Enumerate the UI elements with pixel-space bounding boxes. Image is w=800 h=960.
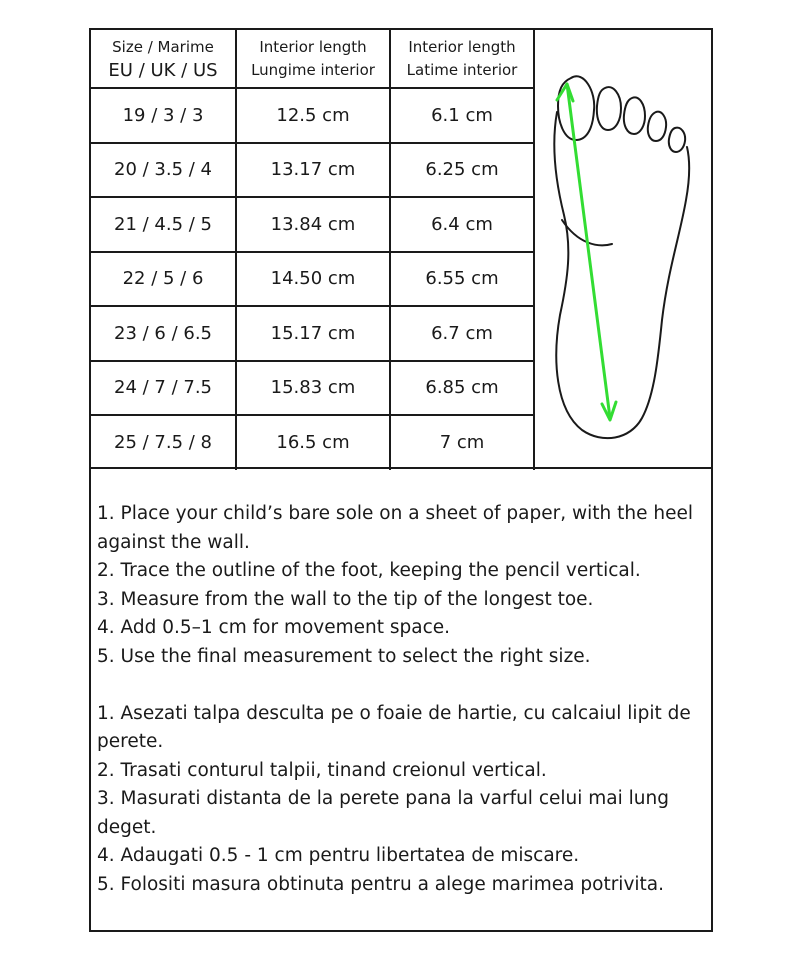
table-row — [91, 143, 534, 198]
cell-size: 24 / 7 / 7.5 — [91, 361, 236, 416]
size-chart — [89, 28, 713, 932]
instruction-ro-5: 5. Folositi masura obtinuta pentru a alege marimea potrivita. — [97, 873, 665, 895]
cell-size: 19 / 3 / 3 — [91, 88, 236, 143]
cell-width: 7 cm — [390, 415, 534, 470]
instruction-en-3: 3. Measure from the wall to the tip of the longest toe. — [97, 588, 594, 610]
table-header-row — [91, 30, 534, 88]
instruction-en-5: 5. Use the final measurement to select the right size. — [97, 645, 591, 667]
foot-illustration — [534, 30, 711, 467]
cell-length: 12.5 cm — [236, 88, 390, 143]
table-row — [91, 361, 534, 416]
header-width: Interior length Latime interior — [390, 30, 534, 88]
cell-length: 16.5 cm — [236, 415, 390, 470]
table-row — [91, 306, 534, 361]
instruction-en-2: 2. Trace the outline of the foot, keeping the pencil vertical. — [97, 560, 641, 581]
cell-width: 6.85 cm — [390, 361, 534, 416]
cell-length: 15.17 cm — [236, 306, 390, 361]
header-length: Interior length Lungime interior — [236, 30, 390, 88]
spacer — [97, 671, 709, 700]
cell-length: 15.83 cm — [236, 361, 390, 416]
cell-length: 13.17 cm — [236, 143, 390, 198]
cell-length: 13.84 cm — [236, 197, 390, 252]
cell-width: 6.1 cm — [390, 88, 534, 143]
cell-width: 6.7 cm — [390, 306, 534, 361]
instruction-ro-1: 1. Asezati talpa desculta pe o foaie de hartie, cu calcaiul lipit de perete. — [97, 702, 691, 752]
table-row — [91, 252, 534, 307]
cell-size: 21 / 4.5 / 5 — [91, 197, 236, 252]
table-row — [91, 88, 534, 143]
instruction-ro-3: 3. Masurati distanta de la perete pana la varful celui mai lung deget. — [97, 788, 669, 838]
cell-size: 23 / 6 / 6.5 — [91, 306, 236, 361]
instruction-ro-2: 2. Trasati conturul talpii, tinand creionul vertical. — [97, 759, 547, 781]
foot-outline-icon — [534, 30, 711, 467]
header-size: Size / Marime EU / UK / US — [91, 30, 236, 88]
cell-width: 6.25 cm — [390, 143, 534, 198]
table-row — [91, 197, 534, 252]
cell-length: 14.50 cm — [236, 252, 390, 307]
cell-width: 6.55 cm — [390, 252, 534, 307]
cell-size: 25 / 7.5 / 8 — [91, 415, 236, 470]
instructions — [97, 500, 709, 899]
cell-width: 6.4 cm — [390, 197, 534, 252]
table-row — [91, 415, 534, 470]
cell-size: 22 / 5 / 6 — [91, 252, 236, 307]
size-table — [91, 30, 535, 470]
instruction-en-1: 1. Place your child’s bare sole on a sheet of paper, with the heel against the wall. — [97, 503, 693, 553]
instruction-ro-4: 4. Adaugati 0.5 - 1 cm pentru libertatea de miscare. — [97, 845, 580, 866]
cell-size: 20 / 3.5 / 4 — [91, 143, 236, 198]
instruction-en-4: 4. Add 0.5–1 cm for movement space. — [97, 617, 451, 638]
size-chart-top — [91, 30, 711, 469]
